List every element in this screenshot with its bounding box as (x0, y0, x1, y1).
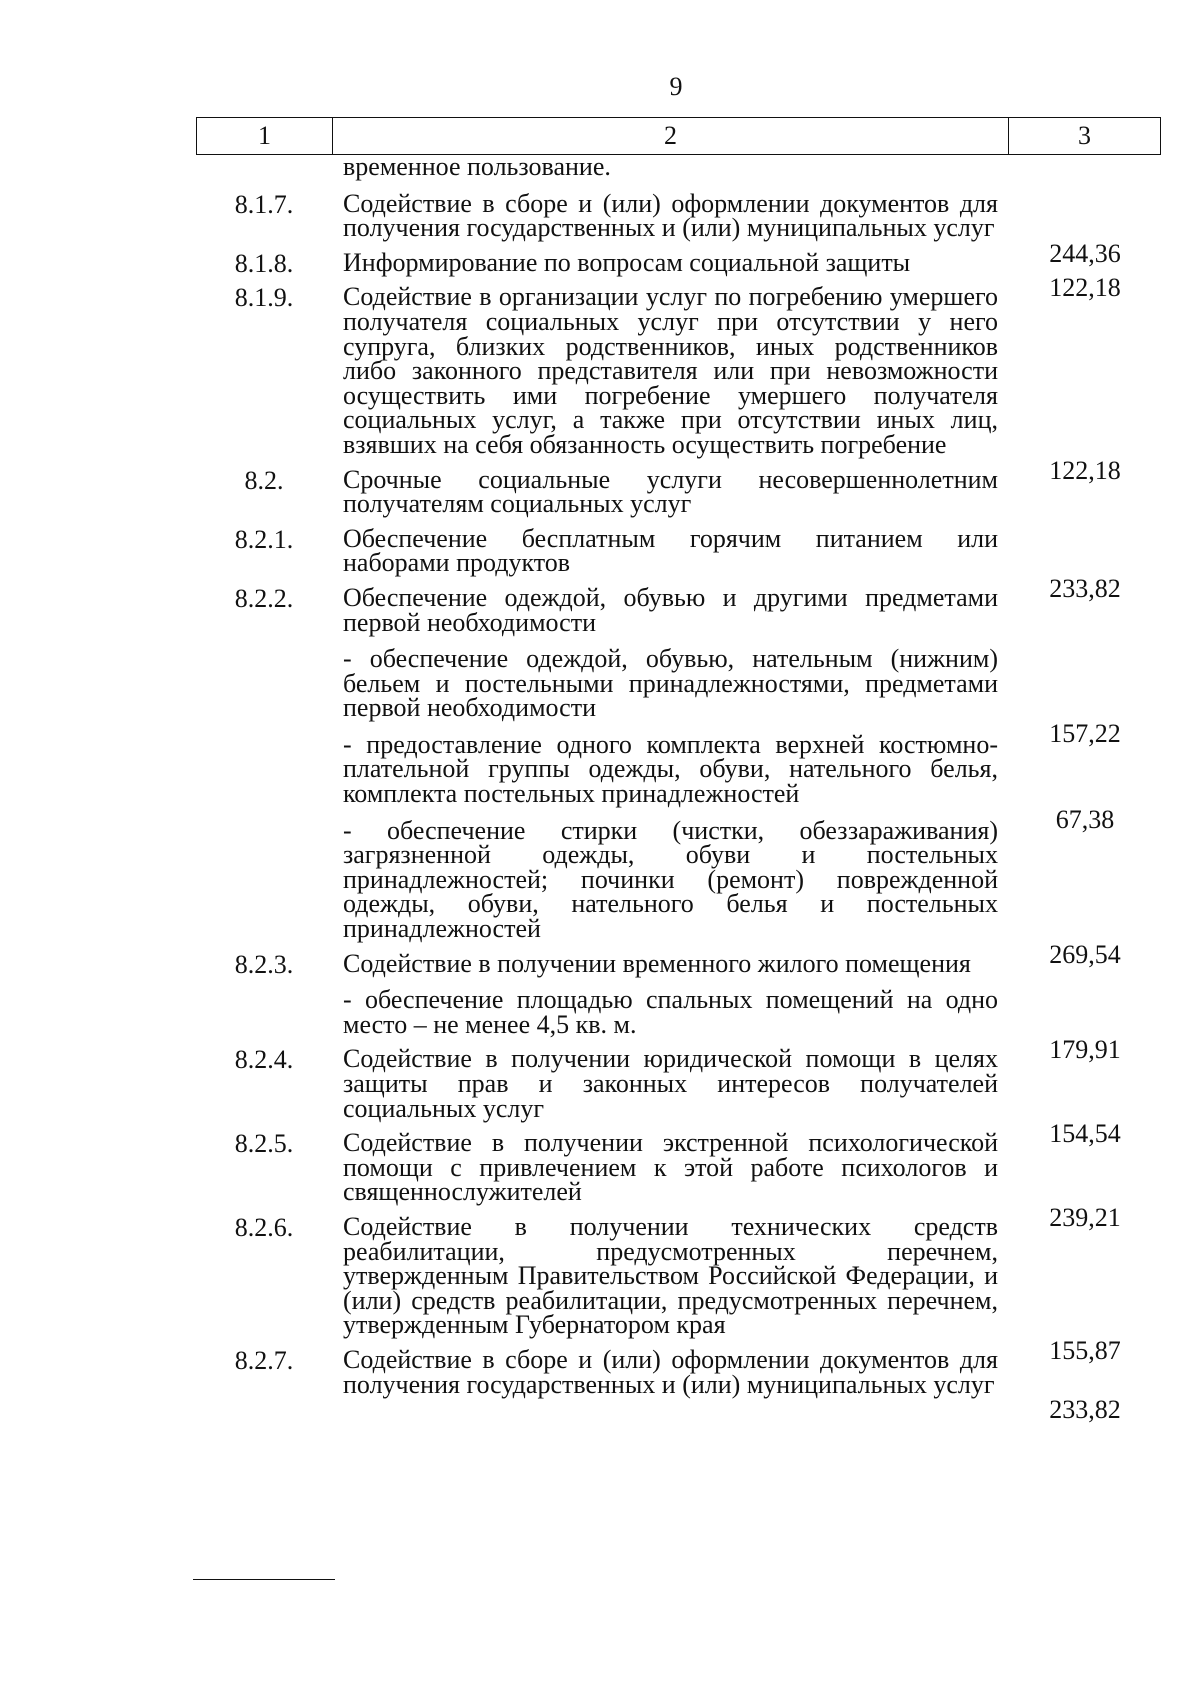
row-number: 8.2.4. (234, 1045, 294, 1075)
row-description: Содействие в получении временного жилого помещения (343, 948, 971, 978)
row-number: 8.2. (244, 465, 284, 495)
row-number: 8.2.6. (234, 1212, 294, 1242)
row-number: 8.2.2. (234, 583, 294, 613)
row-value: 233,82 (1049, 1395, 1121, 1425)
row-number: 8.1.9. (234, 283, 294, 313)
row-description: - предоставление одного комплекта верхней костюмно-плательной группы одежды, обуви, нательного белья, комплекта постельных принадлежностей (343, 729, 998, 809)
row-description: - обеспечение одеждой, обувью, нательным (нижним) бельем и постельными принадлежностями, предметами первой необходимости (343, 644, 998, 723)
page-number: 9 (669, 72, 683, 101)
table-row (0, 573, 1200, 637)
row-number: 8.1.7. (234, 189, 294, 219)
table-row (0, 152, 1200, 181)
row-description: Информирование по вопросам социальной защиты (343, 247, 911, 277)
services-table-body (0, 152, 1200, 1425)
header-col-2: 2 (333, 118, 1009, 154)
row-value: 122,18 (1049, 455, 1121, 485)
footnote-separator-line (193, 1579, 335, 1580)
row-description: Содействие в получении юридической помощи в целях защиты прав и законных интересов получателей социальных услуг (343, 1044, 998, 1123)
row-value: 155,87 (1049, 1335, 1121, 1365)
row-description: Обеспечение одеждой, обувью и другими предметами первой необходимости (343, 582, 998, 637)
table-row (0, 939, 1200, 979)
table-header-row (196, 117, 1161, 155)
row-description: временное пользование. (343, 152, 611, 181)
row-value: 157,22 (1049, 718, 1121, 748)
row-description: Содействие в получении экстренной психологической помощи с привлечением к этой работе психологов и священнослужителей (343, 1128, 998, 1207)
row-value: 67,38 (1055, 804, 1115, 834)
row-number: 8.1.8. (234, 248, 294, 278)
row-description: - обеспечение стирки (чистки, обеззараживания) загрязненной одежды, обуви и постельных принадлежностей; починки (ремонт) поврежденной одежды, обуви, нательного белья и постельных принадлежностей (343, 815, 998, 944)
table-row (0, 635, 1200, 748)
table-row (0, 718, 1200, 834)
row-description: Обеспечение бесплатным горячим питанием или наборами продуктов (343, 523, 998, 578)
row-value: 122,18 (1049, 273, 1121, 303)
row-value: 239,21 (1049, 1202, 1121, 1232)
row-number: 8.2.1. (234, 524, 294, 554)
header-col-3: 3 (1078, 121, 1091, 150)
row-number: 8.2.3. (234, 949, 294, 979)
row-description: Содействие в сборе и (или) оформлении документов для получения государственных и (или) муниципальных услуг (343, 1344, 998, 1399)
row-value: 244,36 (1049, 238, 1121, 268)
row-value: 179,91 (1049, 1035, 1121, 1065)
row-value: 233,82 (1049, 573, 1121, 603)
row-number: 8.2.7. (234, 1345, 294, 1375)
table-row (0, 1335, 1200, 1425)
row-description: Содействие в сборе и (или) оформлении документов для получения государственных и (или) муниципальных услуг (343, 188, 998, 243)
row-value: 269,54 (1049, 939, 1121, 969)
row-description: Содействие в получении технических средств реабилитации, предусмотренных перечнем, утвержденным Правительством Российской Федерации, и (или) средств реабилитации, предусмотренных перечнем, утвержденным Губернатором края (343, 1211, 998, 1340)
table-row (0, 455, 1200, 519)
row-number: 8.2.5. (234, 1129, 294, 1159)
row-description: Содействие в организации услуг по погребению умершего получателя социальных услуг при отсутствии у него супруга, близких родственников, иных родственников либо законного представителя или при невозможности осуществить ими погребение умершего получателя социальных услуг, а также при отсутствии иных лиц, взявших на себя обязанность осуществить погребение (343, 282, 998, 459)
row-value: 154,54 (1049, 1119, 1121, 1149)
row-description: Срочные социальные услуги несовершеннолетним получателям социальных услуг (343, 464, 998, 519)
header-col-1: 1 (197, 118, 333, 154)
row-description: - обеспечение площадью спальных помещений на одно место – не менее 4,5 кв. м. (343, 985, 998, 1039)
